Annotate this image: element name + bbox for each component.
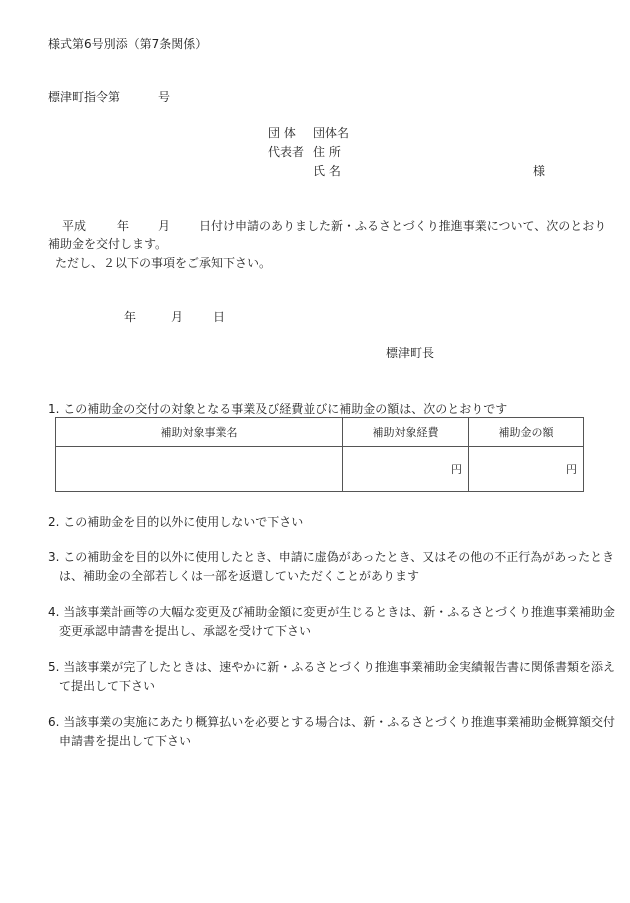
condition-3: [48, 550, 614, 564]
condition-number: 6.: [48, 715, 60, 729]
header-project-name: 補助対象事業名: [56, 418, 343, 447]
condition-number: 4.: [48, 605, 60, 619]
honorific: 様: [533, 164, 546, 178]
address-label: 住 所: [313, 145, 341, 159]
condition-text: この補助金の交付の対象となる事業及び経費並びに補助金の額は、次のとおりです: [63, 402, 508, 416]
header-subsidy-amount: 補助金の額: [469, 418, 584, 447]
intro-text-line2: 補助金を交付します。: [48, 237, 168, 251]
issuer: 標津町長: [386, 346, 435, 360]
condition-text: 当該事業の実施にあたり概算払いを必要とする場合は、新・ふるさとづくり推進事業補助金概算額交付: [63, 715, 616, 729]
condition-6: [48, 715, 615, 729]
condition-number: 3.: [48, 550, 60, 564]
header-eligible-cost: 補助対象経費: [343, 418, 469, 447]
condition-5: [48, 660, 615, 674]
condition-number: 1.: [48, 402, 60, 416]
name-label: 氏 名: [313, 164, 341, 178]
org-label: 団 体: [268, 126, 296, 140]
cell-eligible-cost-unit: 円: [343, 447, 469, 492]
condition-3-line2: は、補助金の全部若しくは一部を返還していただくことがあります: [59, 569, 420, 583]
org-name-label: 団体名: [313, 126, 350, 140]
condition-4-line2: 変更承認申請書を提出し、承認を受けて下さい: [59, 624, 312, 638]
date-year: 年: [124, 310, 137, 324]
date-day: 日: [213, 310, 226, 324]
cell-project-name: [56, 447, 343, 492]
condition-text: 当該事業が完了したときは、速やかに新・ふるさとづくり推進事業補助金実績報告書に関係書類を添え: [63, 660, 616, 674]
condition-text: 当該事業計画等の大幅な変更及び補助金額に変更が生じるときは、新・ふるさとづくり推進事業補助金: [63, 605, 616, 619]
condition-text: この補助金を目的以外に使用したとき、申請に虚偽があったとき、又はその他の不正行為があったとき: [63, 550, 615, 564]
intro-text-line1: 日付け申請のありました新・ふるさとづくり推進事業について、次のとおり: [199, 219, 607, 233]
condition-2: [48, 515, 303, 529]
rep-label: 代表者: [268, 145, 305, 159]
subsidy-table: [55, 417, 584, 492]
condition-6-line2: 申請書を提出して下さい: [59, 734, 192, 748]
condition-text: この補助金を目的以外に使用しないで下さい: [63, 515, 304, 529]
condition-number: 5.: [48, 660, 60, 674]
intro-era: 平成: [62, 219, 87, 233]
table-header-row: [56, 418, 584, 447]
table-row: [56, 447, 584, 492]
intro-year: 年: [117, 219, 130, 233]
doc-number-suffix: 号: [158, 90, 171, 104]
condition-4: [48, 605, 615, 619]
form-label: 様式第6号別添（第7条関係）: [48, 37, 208, 51]
cell-subsidy-amount-unit: 円: [469, 447, 584, 492]
condition-5-line2: て提出して下さい: [59, 679, 156, 693]
intro-month: 月: [158, 219, 171, 233]
date-month: 月: [171, 310, 184, 324]
intro-text-line3: ただし、２以下の事項をご承知下さい。: [55, 256, 272, 270]
condition-1: [48, 402, 507, 416]
condition-number: 2.: [48, 515, 60, 529]
doc-number-prefix: 標津町指令第: [48, 90, 121, 104]
